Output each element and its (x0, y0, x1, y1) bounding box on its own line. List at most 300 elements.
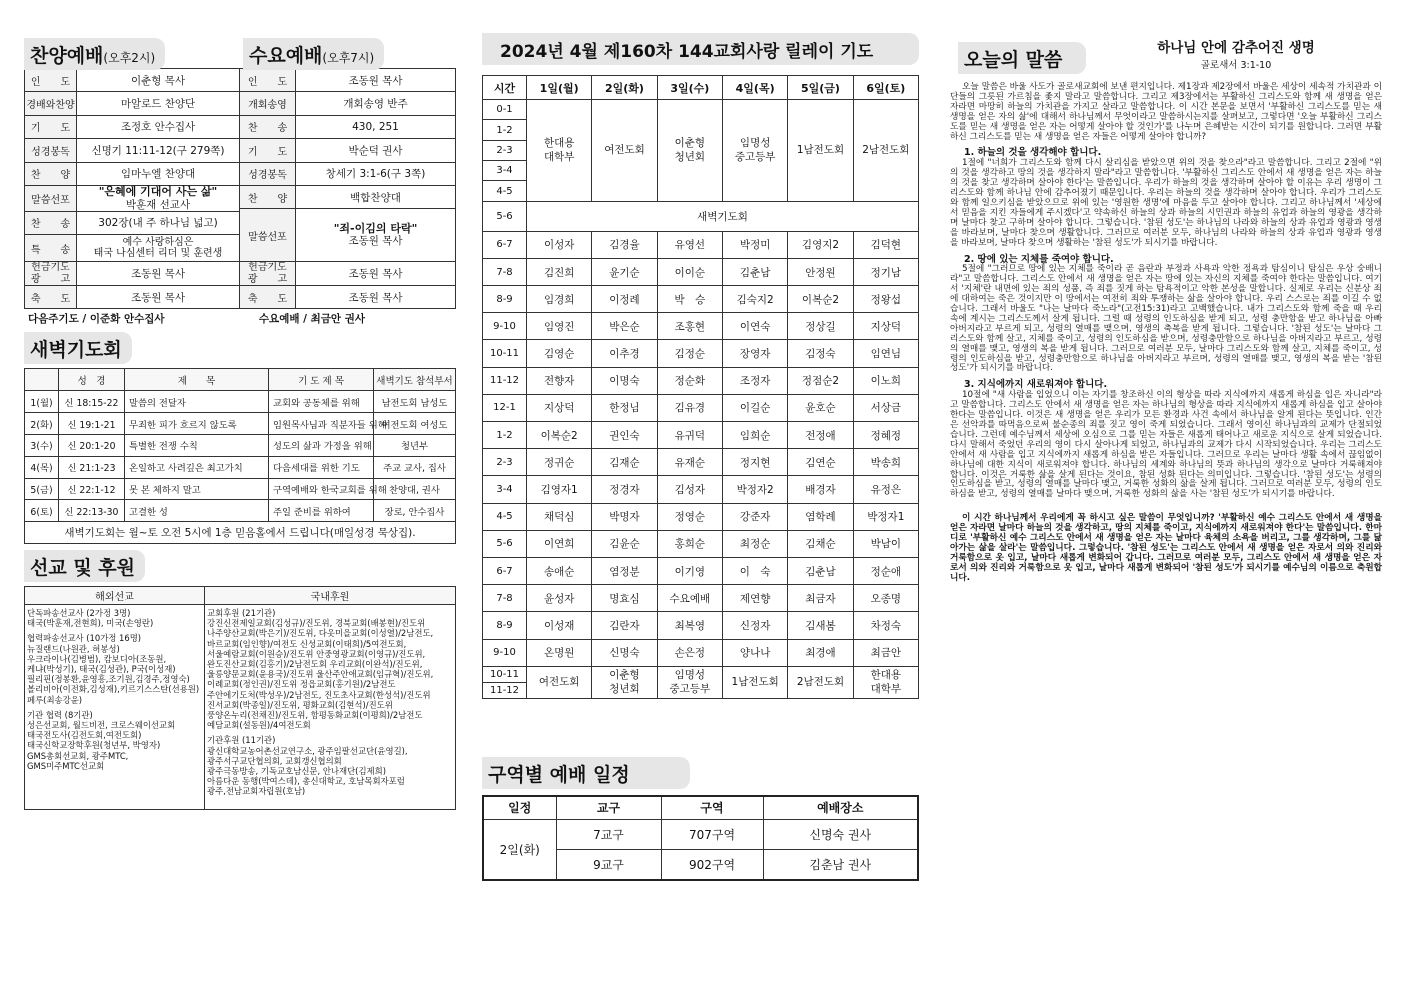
relay-name: 정점순2 (788, 367, 853, 394)
mission-body (25, 605, 456, 810)
wed-offering-label-2: 광 고 (247, 273, 288, 285)
relay-name: 정영순 (657, 503, 722, 530)
service-value: 신명기 11:11-12(구 279쪽) (77, 139, 240, 162)
relay-name: 김성자 (657, 476, 722, 503)
dawn-scripture: 신 21:1-23 (59, 456, 125, 478)
dawn-day: 1(월) (25, 391, 59, 413)
mission-item: 울릉양문교회(윤용국)/진도위 울산주안애교회(임규혁)/진도위, (207, 669, 434, 680)
relay-time: 5-6 (483, 201, 527, 231)
relay-name: 최경애 (788, 639, 853, 666)
relay-name: 지상덕 (527, 394, 592, 421)
dawn-topic: 못 본 체하지 말고 (125, 478, 269, 500)
sunday-time: (오후2시) (103, 51, 156, 65)
relay-name: 유귀덕 (657, 422, 722, 449)
relay-row (483, 449, 919, 476)
district-header-cell: 일정 (483, 796, 556, 820)
relay-name: 임연님 (853, 340, 918, 367)
special-song: 예수 사랑하심은 (122, 236, 194, 248)
sermon-heading: 하나님 안에 감추어진 생명 (1157, 40, 1315, 56)
service-value: 임마누엘 찬양대 (77, 162, 240, 185)
sunday-worship-title (24, 38, 165, 70)
relay-name: 김영순 (527, 340, 592, 367)
wed-service-value: 개회송영 반주 (296, 92, 456, 115)
service-row (25, 162, 456, 185)
special-label: 특 송 (25, 235, 77, 262)
relay-name: 유정은 (853, 476, 918, 503)
wed-time: (오후7시) (322, 51, 375, 65)
relay-name: 이복순2 (788, 286, 853, 313)
wed-service-label: 인 도 (240, 69, 296, 92)
relay-name: 차정숙 (853, 612, 918, 639)
relay-name: 신명숙 (592, 639, 657, 666)
relay-group: 한대용 대학부 (870, 669, 902, 696)
dawn-scripture: 신 18:15-22 (59, 391, 125, 413)
relay-name: 염학례 (788, 503, 853, 530)
relay-name: 유재순 (657, 449, 722, 476)
wed-offering-label-1: 헌금기도 (248, 262, 287, 274)
relay-row (483, 394, 919, 421)
relay-name: 양나나 (722, 639, 787, 666)
mission-item: 진서교회(박종일)/진도위, 평화교회(김현석)/진도위 (207, 699, 393, 710)
service-label: 찬 양 (25, 162, 77, 185)
relay-row (483, 100, 919, 120)
mission-item: 나주양산교회(박은기)/진도위, 다옷미을교회(이성열)/2남전도, (207, 628, 434, 639)
relay-name: 유영선 (657, 231, 722, 258)
relay-name: 이길순 (722, 394, 787, 421)
relay-header-cell: 2일(화) (592, 76, 657, 100)
dawn-table-header (25, 369, 456, 391)
relay-row (483, 286, 919, 313)
hymn-label: 찬 송 (25, 211, 77, 234)
relay-header-cell: 3일(수) (657, 76, 722, 100)
relay-name: 박 승 (657, 286, 722, 313)
mission-item: GMS미주MTC선교회 (27, 760, 105, 771)
relay-name: 지상덕 (853, 313, 918, 340)
district-header (483, 796, 918, 820)
relay-group-cell (722, 666, 787, 698)
relay-name: 정순화 (657, 367, 722, 394)
wed-praise-label: 찬 양 (240, 185, 296, 208)
service-label: 경배와찬양 (25, 92, 77, 115)
dawn-prayer-topic: 교회와 공동체를 위해 (269, 391, 374, 413)
district-header-cell: 구역 (661, 796, 763, 820)
relay-time: 1-2 (483, 422, 527, 449)
next-wed-prayer: 수요예배 / 최금안 권사 (258, 313, 365, 326)
wed-service-value: 박순덕 권사 (296, 139, 456, 162)
relay-name: 강준자 (722, 503, 787, 530)
dawn-group: 찬양대, 권사 (374, 478, 456, 500)
relay-group: 이춘형 청년회 (674, 137, 706, 164)
mission-item: 우크라이나(김병범), 캄보디아(조동원, (27, 653, 167, 664)
dawn-day: 3(수) (25, 435, 59, 457)
mission-item: 성은선교회, 월드비전, 크로스웨이선교회 (27, 720, 176, 731)
mission-item: 협력파송선교사 (10가정 16명) (27, 633, 142, 644)
relay-group: 이춘형 청년회 (609, 669, 640, 696)
domestic-header: 국내후원 (205, 587, 456, 605)
service-order-table (24, 68, 456, 309)
relay-time: 12-1 (483, 394, 527, 421)
sermon-point-1: 1. 하늘의 것을 생각해야 합니다. (964, 147, 1102, 159)
relay-group: 임명성 중고등부 (669, 669, 711, 696)
mission-item: 필리핀(정봉환,윤영흥,조기원,김경주,정영숙) (27, 674, 190, 685)
dawn-note: 새벽기도회는 월~토 오전 5시에 1층 믿음홀에서 드립니다(매일성경 묵상집). (25, 522, 456, 544)
relay-name: 홍희순 (657, 530, 722, 557)
district-worship-table (482, 795, 919, 881)
relay-name: 이정례 (592, 286, 657, 313)
relay-row (483, 530, 919, 557)
district-place: 김춘남 권사 (763, 850, 918, 880)
relay-header (483, 76, 919, 100)
mission-item: 태국전도사(김전도회,여전도회) (27, 730, 142, 741)
offering-label-1: 헌금기도 (31, 262, 70, 274)
service-label: 인 도 (25, 69, 77, 92)
relay-row (483, 422, 919, 449)
relay-row (483, 503, 919, 530)
relay-header-cell: 1일(월) (527, 76, 592, 100)
relay-prayer-table (482, 75, 919, 699)
wed-offering-value: 조동원 목사 (296, 262, 456, 286)
mission-item: 기관후원 (11기관) (207, 735, 276, 746)
relay-group-cell (788, 100, 853, 202)
relay-name: 신정자 (722, 612, 787, 639)
relay-row (483, 313, 919, 340)
service-row (25, 69, 456, 92)
relay-name: 최금자 (788, 585, 853, 612)
relay-name: 김숙지2 (722, 286, 787, 313)
sermon-point-3: 3. 지식에까지 새로워져야 합니다. (964, 379, 1108, 391)
relay-name: 박남이 (853, 530, 918, 557)
relay-time: 10-11 (483, 340, 527, 367)
dawn-row (25, 435, 456, 457)
relay-name: 정상길 (788, 313, 853, 340)
relay-header-cell: 4일(목) (722, 76, 787, 100)
dawn-prayer-table (24, 368, 456, 544)
relay-time: 6-7 (483, 557, 527, 584)
dawn-topic: 온일하고 사려깊은 최고가치 (125, 456, 269, 478)
special-singers: 태국 나심센터 리더 및 훈련생 (93, 248, 223, 260)
dawn-topic: 말씀의 전달자 (125, 391, 269, 413)
dawn-prayer-topic: 주일 준비를 위하여 (269, 500, 374, 522)
mission-item: GMS총회선교회, 광주MTC, (27, 750, 129, 761)
relay-name: 정왕섭 (853, 286, 918, 313)
relay-name: 김덕현 (853, 231, 918, 258)
relay-name: 정혜정 (853, 422, 918, 449)
wed-service-label: 개회송영 (240, 92, 296, 115)
dawn-day: 2(화) (25, 413, 59, 435)
mission-item: 바르교회(임인향)/여전도 신성교회(이태희)/5여전도회, (207, 638, 407, 649)
relay-name: 김영지2 (788, 231, 853, 258)
wed-sermon-cell (296, 209, 456, 262)
dawn-topic: 고결한 성 (125, 500, 269, 522)
wed-sermon-preacher: 조동원 목사 (348, 235, 403, 248)
wed-service-value: 조동원 목사 (296, 69, 456, 92)
dawn-row (25, 456, 456, 478)
mission-item: 케냐(박성기), 태국(김성관), P국(이성재) (27, 664, 176, 675)
worship-header (24, 0, 456, 68)
relay-name: 이추경 (592, 340, 657, 367)
next-sunday-prayer: 다음주기도 / 이준화 안수집사 (28, 313, 165, 326)
relay-name: 손은정 (657, 639, 722, 666)
domestic-list (205, 605, 456, 810)
relay-name: 김정숙 (788, 340, 853, 367)
relay-name: 조정자 (722, 367, 787, 394)
relay-time: 11-12 (483, 682, 527, 698)
relay-row-dawn (483, 201, 919, 231)
sermon-intro: 오늘 말씀은 바울 사도가 골로새교회에 보낸 편지입니다. 제1장과 제2장에서 바울은 세상이 세속적 가치관과 이단들의 그릇된 가르침을 좇지 말라고 말씀합니다. 그리고 제3장에서는 부활하신 그리스도와 함께 새 생명을 얻은 자라면 마땅히 하늘의 가치관을 가지고 살라고 말씀합니다. 이 시간 본문을 보면서 '부활하신 그리스도를 믿는 새 생명을 얻은 자의 삶'에 대해서 하나님께서 무엇이라고 말씀하시는지를 살펴보고, 그렇다면 '오늘 부활하신 그리스도를 믿는 새 생명을 얻은 자는 어떻게 살아야 할 것인가'를 나누며 은혜받는 시간이 되기를 원합니다. 그러면 부활하신 그리스도를 믿는 새 생명을 얻은 자들은 어떻게 살아야 합니까? (950, 82, 1382, 142)
sermon-paragraph-3: 10절에 "새 사람을 입었으니 이는 자기를 창조하신 이의 형상을 따라 지식에까지 새롭게 하심을 입은 자니라"라고 말씀합니다. 그리스도 안에서 새 생명을 얻은 자는 하나님의 형상을 따라 지식에까지 새롭게 하심을 입고 살아야 한다는 말씀입니다. 이것은 새 생명을 얻은 우리가 모든 환경과 사건 속에서 하나님을 알게 된다는 뜻입니다. 인간은 선악과를 따먹음으로써 불순종의 죄를 짓고 영이 죽게 되었습니다. 그래서 영이신 하나님과의 교제가 단절되었습니다. 그런데 예수님께서 세상에 오심으로 그를 믿는 자들은 새롭게 태어나고 새로운 지식으로 살게 되었습니다. 다시 말해서 죽었던 우리의 영이 다시 살아나게 되었고, 하나님과의 교제가 다시 시작되었습니다. 우리는 그리스도 안에서 새 사람을 입고 지식에까지 새롭게 하심을 받은 자들입니다. 그러므로 우리는 날마다 생활 속에서 끊임없이 하나님에 대한 지식이 새로워져야 합니다. 하나님의 세계와 하나님의 뜻과 하나님의 생각으로 날마다 거룩해져야 합니다. 이것은 거룩한 삶을 살게 된다는 것이요, 참된 성화 된다는 의미입니다. 그렇습니다. '참된 성도'는 성령의 인도하심을 받고, 성령의 열매를 날마다 맺고, 거룩한 성화의 삶을 살게 됩니다. 그러므로 여러분 모두, 성령의 인도하심을 받고, 성령의 열매를 날마다 맺으며, 거룩한 성화의 삶을 사는 '참된 성도'가 되시기를 바랍니다. (950, 390, 1382, 500)
relay-header-cell: 6일(토) (853, 76, 918, 100)
mission-item: 교회후원 (21기관) (207, 608, 276, 619)
relay-name: 조홍현 (657, 313, 722, 340)
dawn-group: 남전도회 남성도 (374, 391, 456, 413)
relay-name: 이이순 (657, 258, 722, 285)
dawn-day: 4(목) (25, 456, 59, 478)
relay-name: 김정순 (657, 340, 722, 367)
dawn-scripture: 신 22:13-30 (59, 500, 125, 522)
dawn-scripture: 신 22:1-12 (59, 478, 125, 500)
dawn-group: 주교 교사, 집사 (374, 456, 456, 478)
relay-name: 박정미 (722, 231, 787, 258)
dawn-topic: 특별한 전쟁 수칙 (125, 435, 269, 457)
relay-name: 최복영 (657, 612, 722, 639)
relay-name: 명효심 (592, 585, 657, 612)
relay-row (483, 557, 919, 584)
wed-service-label: 성경봉독 (240, 162, 296, 185)
relay-group: 2남전도회 (862, 144, 910, 157)
mission-item: 단독파송선교사 (2가정 3명) (27, 608, 131, 619)
relay-row (483, 666, 919, 682)
relay-name: 이성재 (527, 612, 592, 639)
relay-name: 전향자 (527, 367, 592, 394)
relay-group-cell (527, 666, 592, 698)
dawn-header-cell (25, 369, 59, 391)
mission-item: 서울예람교회(이원승)/진도위 안중영광교회(이영규)/진도위, (207, 648, 426, 659)
relay-name: 오종명 (853, 585, 918, 612)
relay-name: 정귀순 (527, 449, 592, 476)
relay-time: 0-1 (483, 100, 527, 120)
overseas-list (25, 605, 205, 810)
service-row-benediction (25, 286, 456, 309)
relay-name: 임희순 (722, 422, 787, 449)
relay-name: 김연순 (788, 449, 853, 476)
left-column (24, 0, 456, 810)
relay-name: 이노희 (853, 367, 918, 394)
dawn-prayer-topic: 임원목사님과 직분자들 위해 (269, 413, 374, 435)
mission-item: 기관 협력 (8기관) (27, 709, 93, 720)
relay-name: 김채순 (788, 530, 853, 557)
dawn-header-cell: 새벽기도 참석부서 (374, 369, 456, 391)
relay-name: 안정원 (788, 258, 853, 285)
district-parish: 7교구 (556, 820, 661, 850)
relay-name: 제연향 (722, 585, 787, 612)
mission-item: 페루(최송강윤) (27, 694, 83, 705)
relay-group: 2남전도회 (796, 676, 845, 689)
mission-item: 이례교회(정인권)/진도위 정읍교회(홍기원)/2남전도 (207, 679, 396, 690)
relay-name: 임영진 (527, 313, 592, 340)
service-rows (25, 69, 456, 186)
relay-row (483, 258, 919, 285)
relay-group-cell (722, 100, 787, 202)
relay-name: 전정애 (788, 422, 853, 449)
relay-time: 6-7 (483, 231, 527, 258)
sermon-label: 말씀선포 (25, 185, 77, 211)
relay-name: 채덕심 (527, 503, 592, 530)
relay-time: 1-2 (483, 120, 527, 140)
relay-time: 2-3 (483, 449, 527, 476)
service-value: 마알로드 찬양단 (77, 92, 240, 115)
wed-sermon-title: "죄-이김의 타락" (333, 221, 418, 235)
relay-name: 정경자 (592, 476, 657, 503)
relay-dawn-service: 새벽기도회 (527, 201, 919, 231)
relay-name: 한정님 (592, 394, 657, 421)
service-label: 성경봉독 (25, 139, 77, 162)
relay-name: 정지현 (722, 449, 787, 476)
wed-service-value: 창세기 3:1-6(구 3쪽) (296, 162, 456, 185)
service-row (25, 92, 456, 115)
wed-service-label: 기 도 (240, 139, 296, 162)
relay-group-cell (592, 666, 657, 698)
scripture-reference: 골로새서 3:1-10 (1200, 60, 1272, 71)
relay-prayer-title: 2024년 4월 제160차 144교회사랑 릴레이 기도 (482, 33, 919, 65)
relay-name: 장영자 (722, 340, 787, 367)
right-column (950, 0, 1382, 992)
mission-header (25, 587, 456, 605)
today-word-title: 오늘의 말씀 (958, 42, 1086, 74)
special-cell (77, 235, 240, 262)
mission-item: 태국신학교장학후원(청년부, 박영자) (27, 740, 161, 751)
offering-label (25, 262, 77, 286)
wednesday-worship-title (243, 38, 384, 70)
service-value: 조정호 안수집사 (77, 115, 240, 138)
relay-row (483, 612, 919, 639)
relay-rows (483, 100, 919, 699)
relay-name: 수요예배 (657, 585, 722, 612)
relay-row (483, 367, 919, 394)
relay-time: 2-3 (483, 140, 527, 160)
relay-name: 김춘남 (722, 258, 787, 285)
district-header-cell: 예배장소 (763, 796, 918, 820)
district-zone: 902구역 (661, 850, 763, 880)
relay-row (483, 476, 919, 503)
relay-name: 윤기순 (592, 258, 657, 285)
wed-service-label: 찬 송 (240, 115, 296, 138)
relay-time: 5-6 (483, 530, 527, 557)
service-value: 이춘형 목사 (77, 69, 240, 92)
relay-name: 김경율 (592, 231, 657, 258)
relay-name: 이 숙 (722, 557, 787, 584)
sermon-body (950, 83, 1382, 809)
relay-name: 김윤순 (592, 530, 657, 557)
mission-item: 광주극동방송, 기독교호남신문, 안나재단(김제희) (207, 766, 386, 777)
service-label: 기 도 (25, 115, 77, 138)
sermon-point-2: 2. 땅에 있는 지체를 죽여야 합니다. (964, 253, 1114, 265)
relay-name: 김새봄 (788, 612, 853, 639)
relay-name: 임경희 (527, 286, 592, 313)
dawn-day: 5(금) (25, 478, 59, 500)
sermon-preacher: 박훈재 선교사 (125, 198, 191, 211)
dawn-scripture: 신 20:1-20 (59, 435, 125, 457)
relay-name: 이연희 (527, 530, 592, 557)
service-row-offering (25, 262, 456, 286)
dawn-header-cell: 성 경 (59, 369, 125, 391)
hymn: 302장(내 주 하나님 넓고) (77, 211, 240, 234)
relay-name: 박송희 (853, 449, 918, 476)
wed-benediction-value: 조동원 목사 (296, 286, 456, 309)
wed-service-value: 430, 251 (296, 115, 456, 138)
relay-name: 이연숙 (722, 313, 787, 340)
relay-header-cell: 시간 (483, 76, 527, 100)
next-week-note (24, 309, 369, 328)
relay-name: 정순애 (853, 557, 918, 584)
wed-sermon-label: 말씀선포 (240, 209, 296, 262)
mission-table (24, 586, 456, 810)
service-row-sermon (25, 185, 456, 208)
mission-item: 광주,전남교회자립원(호남) (207, 786, 306, 797)
mission-title: 선교 및 후원 (24, 550, 145, 582)
relay-name: 김춘남 (788, 557, 853, 584)
offering-label-2: 광 고 (30, 273, 71, 285)
sermon-conclusion: 이 시간 하나님께서 우리에게 꼭 하시고 싶은 말씀이 무엇입니까? '부활하신 예수 그리스도 안에서 새 생명을 얻은 자라면 날마다 하늘의 것을 생각하고, 땅의 지체를 죽이고, 지식에까지 새로워져야 한다'는 말씀입니다. 한마디로 '부활하신 예수 그리스도 안에서 새 생명을 얻은 자는 날마다 육체의 소욕을 버리고, 그를 생각하며, 그를 닮아가는 삶을 살라'는 말씀입니다. 그렇습니다. '참된 성도'는 그리스도 안에서 새 생명을 얻은 자로서 의와 진리와 거룩함으로 옷 입고, 날마다 새롭게 변화되어 갑니다. 그러므로 여러분 모두, 그리스도 안에서 새 생명을 얻은 자로서 의와 진리와 거룩함으로 옷 입고, 날마다 새롭게 변화되어 '참된 성도'가 되시기를 예수님의 이름으로 축원합니다. (950, 513, 1382, 583)
relay-group: 여전도회 (604, 144, 645, 157)
relay-name: 김란자 (592, 612, 657, 639)
dawn-scripture: 신 19:1-21 (59, 413, 125, 435)
relay-name: 윤성자 (527, 585, 592, 612)
middle-column (482, 0, 919, 881)
relay-group-cell (592, 100, 657, 202)
dawn-topic: 무죄한 피가 흐르지 않도록 (125, 413, 269, 435)
relay-name: 염정분 (592, 557, 657, 584)
service-row (25, 139, 456, 162)
overseas-header: 해외선교 (25, 587, 205, 605)
sunday-title-text: 찬양예배 (30, 45, 104, 67)
relay-group-cell (657, 666, 722, 698)
relay-time: 4-5 (483, 181, 527, 201)
wed-benediction-label: 축 도 (240, 286, 296, 309)
relay-name: 박정자2 (722, 476, 787, 503)
sermon-paragraph-1: 1절에 "너희가 그리스도와 함께 다시 살리심을 받았으면 위의 것을 찾으라"라고 말씀합니다. 그리고 2절에 "위의 것을 생각하고 땅의 것을 생각하지 말라"라고 말씀합니다. '부활하신 그리스도 안에서 새 생명을 얻은 자는 하늘의 것을 찾고 생각하며 살아야 한다'는 말씀입니다. 우리가 하늘의 것을 생각하며 살아야 할 이유는 우리 생명이 그리스도와 함께 하나님 안에 감추어졌기 때문입니다. 우리는 하늘의 것을 생각하며 살아야 합니다. 우리가 그리스도와 함께 일으키심을 받았으므로 위에 있는 '영원한 생명'에 마음을 두고 살아야 합니다. 그리고 하나님께서 '세상에서 믿음을 지킨 자들에게 주시겠다'고 약속하신 하늘의 상과 하늘의 시민권과 하늘의 유업과 하늘의 영광을 생각하며 날마다 찾고 구하며 살아야 합니다. 그렇습니다. '참된 성도'는 하나님의 나라와 하늘의 상과 유업과 영광과 영생을 바라보며, 날마다 찾으며 생활합니다. 그러므로 여러분 모두, 하나님의 나라와 하늘의 상과 유업과 영광과 영생을 바라보며, 날마다 찾으며 생활하는 '참된 성도'가 되시기를 바랍니다. (950, 158, 1382, 248)
relay-name: 권인숙 (592, 422, 657, 449)
relay-name: 김영자1 (527, 476, 592, 503)
relay-time: 8-9 (483, 286, 527, 313)
relay-name: 김진희 (527, 258, 592, 285)
relay-name: 배경자 (788, 476, 853, 503)
mission-item: 광신대학교농어촌선교연구소, 광주임팔선교단(윤영길), (207, 745, 408, 756)
relay-group: 한대용 대학부 (543, 137, 575, 164)
relay-name: 이복순2 (527, 422, 592, 449)
wed-title-text: 수요예배 (249, 45, 323, 67)
service-row (25, 115, 456, 138)
relay-name: 박명자 (592, 503, 657, 530)
relay-time: 7-8 (483, 585, 527, 612)
mission-item: 예담교회(설동원)/4여전도회 (207, 720, 311, 731)
dawn-day: 6(토) (25, 500, 59, 522)
mission-item: 풍양온누리(전채진)/진도위, 함평동화교회(이평희)/2남전도 (207, 710, 423, 721)
relay-group: 여전도회 (538, 676, 580, 689)
relay-row (483, 585, 919, 612)
relay-group: 1남전도회 (796, 144, 845, 157)
district-parish: 9교구 (556, 850, 661, 880)
mission-item: 태국(박훈재,전현희), 미국(손영란) (27, 618, 154, 629)
dawn-row (25, 500, 456, 522)
dawn-header-cell: 기 도 제 목 (269, 369, 374, 391)
relay-name: 이기영 (657, 557, 722, 584)
relay-name: 이성자 (527, 231, 592, 258)
benediction-value: 조동원 목사 (77, 286, 240, 309)
relay-name: 박정자1 (853, 503, 918, 530)
relay-time: 3-4 (483, 476, 527, 503)
relay-time: 4-5 (483, 503, 527, 530)
relay-group-cell (788, 666, 853, 698)
